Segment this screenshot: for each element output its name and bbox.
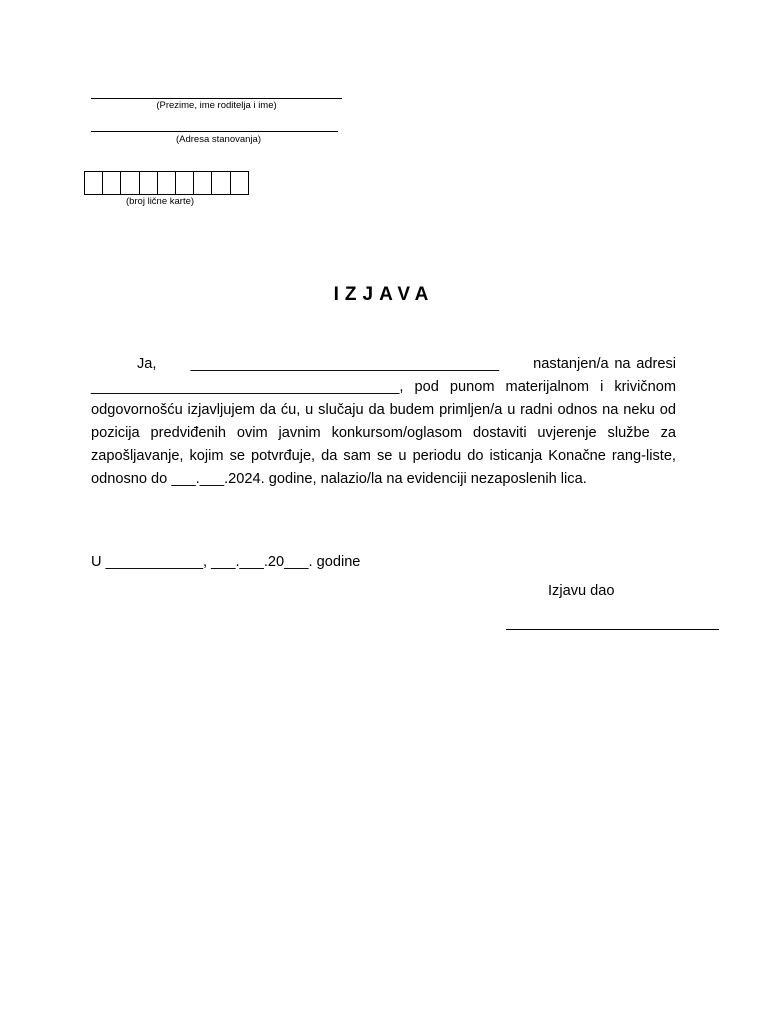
address-field-line	[91, 131, 338, 132]
statement-paragraph: Ja, ______________________________________ nastanjen/a na adresi ______________________________________, pod punom materijalnom i krivičnom odgovornošću izjavljujem da ću, u slučaju da budem primljen/a u radni odnos na neku od pozicija predviđenih ovim javnim konkursom/oglasom dostaviti uvjerenje službe za zapošljavanje, kojim se potvrđuje, da sam se u periodu do isticanja Konačne rang-liste, odnosno do ___.___.2024. godine, nalazio/la na evidenciji nezaposlenih lica.	[91, 356, 676, 487]
id-digit-box	[121, 172, 139, 194]
id-card-caption: (broj lične karte)	[125, 196, 195, 207]
name-field-line	[91, 98, 342, 99]
id-digit-box	[194, 172, 212, 194]
id-digit-box	[158, 172, 176, 194]
name-field-caption: (Prezime, ime roditelja i ime)	[156, 100, 277, 111]
place-date-line: U ____________, ___.___.20___. godine	[91, 554, 361, 570]
id-digit-box	[176, 172, 194, 194]
id-card-number-boxes	[84, 171, 249, 195]
signer-label: Izjavu dao	[548, 583, 615, 599]
address-field-caption: (Adresa stanovanja)	[175, 134, 262, 145]
id-digit-box	[140, 172, 158, 194]
id-digit-box	[103, 172, 121, 194]
statement-body	[91, 353, 676, 491]
id-digit-box	[212, 172, 230, 194]
document-title: IZJAVA	[333, 284, 435, 305]
id-digit-box	[231, 172, 249, 194]
signature-line	[506, 629, 719, 630]
id-digit-box	[85, 172, 103, 194]
